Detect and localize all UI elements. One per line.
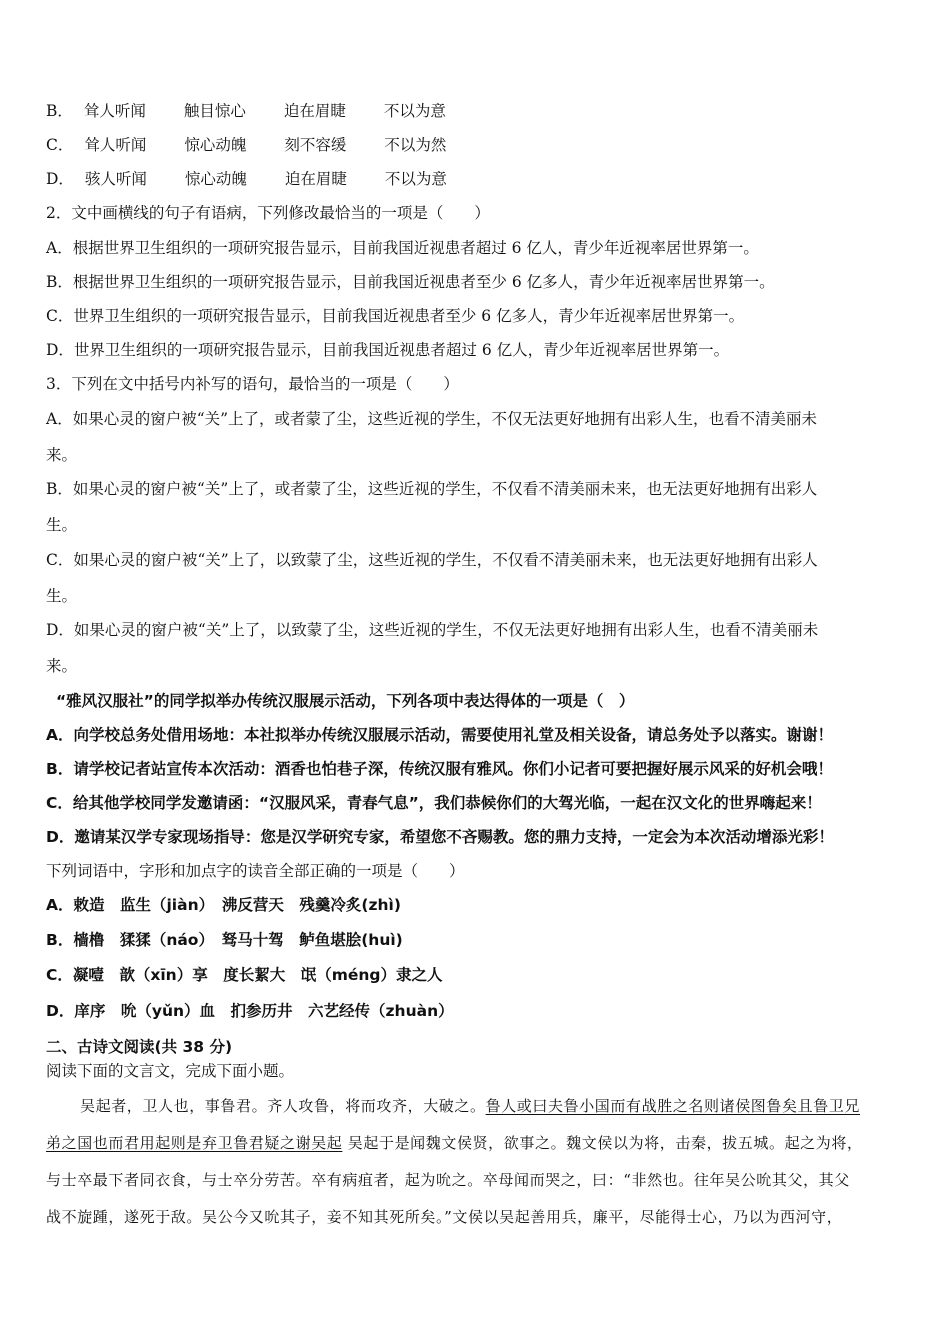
word: 触目惊心 (183, 102, 246, 120)
option-c: C．给其他学校同学发邀请函：“汉服风采，青春气息”，我们恭候你们的大驾光临，一起在汉文化的世界嗨起来！ (46, 794, 822, 812)
word: 不以为意 (384, 170, 447, 188)
word: 惊心动魄 (184, 170, 247, 188)
option-d-cont: 来。 (46, 657, 78, 675)
word: 迫在眉睫 (284, 170, 347, 188)
passage-line: 战不旋踵，遂死于敌。吴公今又吮其子，妾不知其死所矣。”文侯以吴起善用兵，廉平，尽能得士心，乃以为西河守， (46, 1208, 843, 1226)
option-b: B．根据世界卫生组织的一项研究报告显示，目前我国近视患者至少 6 亿多人，青少年近视率居世界第一。 (46, 273, 775, 291)
underlined-sentence: 鲁人或曰夫鲁小国而有战胜之名则诸侯图鲁矣且鲁卫兄 (485, 1097, 861, 1115)
option-c: C．凝噎 歆（xīn）享 度长絜大 氓（méng）隶之人 (46, 966, 443, 984)
word: 刻不容缓 (284, 136, 347, 154)
question-4: “雅风汉服社”的同学拟举办传统汉服展示活动，下列各项中表达得体的一项是（ ） (56, 692, 635, 710)
question-3: 3．下列在文中括号内补写的语句，最恰当的一项是（ ） (46, 375, 459, 393)
option-d: D．庠序 吮（yǔn）血 扪参历井 六艺经传（zhuàn） (46, 1002, 454, 1020)
option-c-row: C． 耸人听闻 惊心动魄 刻不容缓 不以为然 (46, 136, 447, 154)
word: 惊心动魄 (184, 136, 247, 154)
word: 不以为意 (383, 102, 446, 120)
option-a: A．向学校总务处借用场地：本社拟举办传统汉服展示活动，需要使用礼堂及相关设备，请总务处予以落实。谢谢！ (46, 726, 833, 744)
option-a: A．根据世界卫生组织的一项研究报告显示，目前我国近视患者超过 6 亿人，青少年近视率居世界第一。 (46, 239, 759, 257)
option-d: D．世界卫生组织的一项研究报告显示，目前我国近视患者超过 6 亿人，青少年近视率居世界第一。 (46, 341, 730, 359)
option-c: C．世界卫生组织的一项研究报告显示，目前我国近视患者至少 6 亿多人，青少年近视率居世界第一。 (46, 307, 745, 325)
option-b: B．如果心灵的窗户被“关”上了，或者蒙了尘，这些近视的学生，不仅看不清美丽未来，也无法更好地拥有出彩人 (46, 480, 818, 498)
option-d-row: D． 骇人听闻 惊心动魄 迫在眉睫 不以为意 (46, 170, 447, 188)
option-c: C．如果心灵的窗户被“关”上了，以致蒙了尘，这些近视的学生，不仅看不清美丽未来，也无法更好地拥有出彩人 (46, 551, 818, 569)
word: 耸人听闻 (83, 102, 146, 120)
passage-line: 与士卒最下者同衣食，与士卒分劳苦。卒有病疽者，起为吮之。卒母闻而哭之，曰：“非然也。往年吴公吮其父，其父 (46, 1171, 850, 1189)
option-a: A．如果心灵的窗户被“关”上了，或者蒙了尘，这些近视的学生，不仅无法更好地拥有出彩人生，也看不清美丽未 (46, 410, 818, 428)
word: 不以为然 (384, 136, 447, 154)
passage-line: 吴起者，卫人也，事鲁君。齐人攻鲁，将而攻齐，大破之。鲁人或曰夫鲁小国而有战胜之名则诸侯图鲁矣且鲁卫兄 (80, 1097, 861, 1115)
question-2: 2．文中画横线的句子有语病，下列修改最恰当的一项是（ ） (46, 204, 490, 222)
option-b-row: B． 耸人听闻 触目惊心 迫在眉睫 不以为意 (46, 102, 446, 120)
option-b-cont: 生。 (46, 516, 78, 534)
instruction: 阅读下面的文言文，完成下面小题。 (46, 1062, 295, 1080)
option-a-cont: 来。 (46, 446, 78, 464)
option-b: B．樯橹 猱猱（náo） 驽马十驾 鲈鱼堪脍(huì) (46, 931, 403, 949)
word: 耸人听闻 (84, 136, 147, 154)
passage-line: 弟之国也而君用起则是弃卫鲁君疑之谢吴起 吴起于是闻魏文侯贤，欲事之。魏文侯以为将，击秦，拔五城。起之为将， (46, 1134, 863, 1152)
word: 骇人听闻 (84, 170, 147, 188)
section-heading: 二、古诗文阅读(共 38 分) (46, 1038, 233, 1056)
option-d: D．邀请某汉学专家现场指导：您是汉学研究专家，希望您不吝赐教。您的鼎力支持，一定会为本次活动增添光彩！ (46, 828, 834, 846)
option-d: D．如果心灵的窗户被“关”上了，以致蒙了尘，这些近视的学生，不仅无法更好地拥有出彩人生，也看不清美丽未 (46, 621, 819, 639)
option-b: B．请学校记者站宣传本次活动：酒香也怕巷子深，传统汉服有雅风。你们小记者可要把握好展示风采的好机会哦！ (46, 760, 833, 778)
word: 迫在眉睫 (283, 102, 346, 120)
underlined-sentence: 弟之国也而君用起则是弃卫鲁君疑之谢吴起 (46, 1134, 343, 1152)
option-a: A．敕造 监生（jiàn） 沸反营天 残羹冷炙(zhì) (46, 896, 401, 914)
question-5: 下列词语中，字形和加点字的读音全部正确的一项是（ ） (46, 862, 465, 880)
option-c-cont: 生。 (46, 587, 78, 605)
